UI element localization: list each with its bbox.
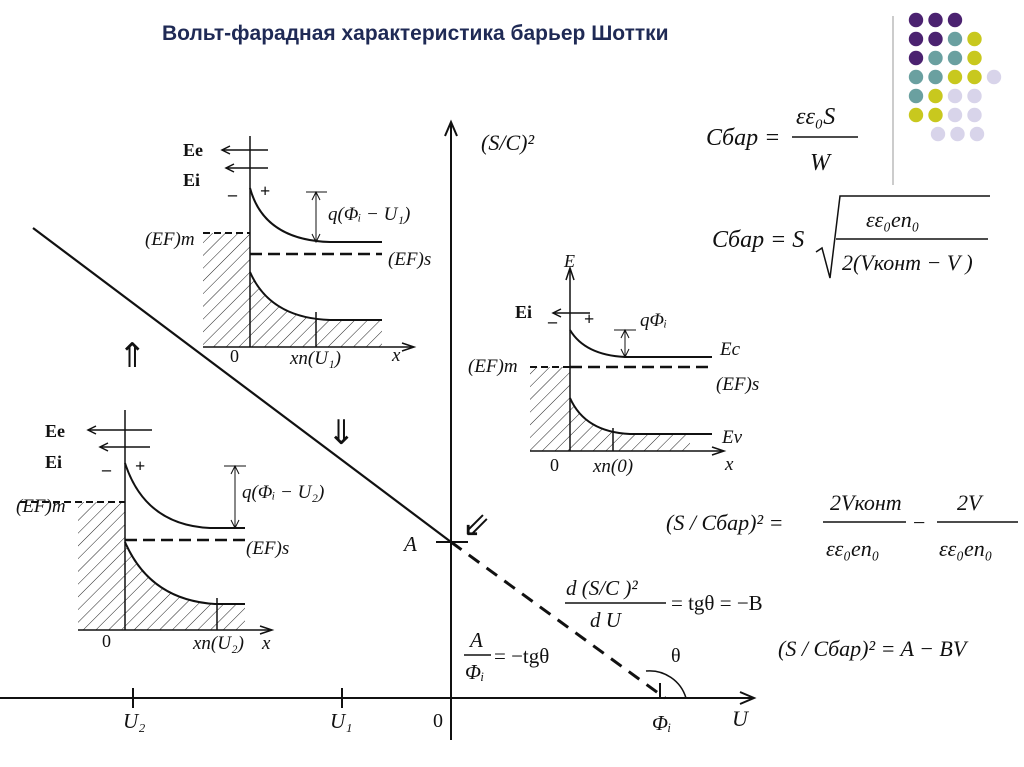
formula-3-denominator-1: εε₀en₀	[826, 536, 880, 561]
bottom-efs-label: (EF)s	[246, 538, 290, 559]
decorative-dot	[948, 108, 962, 122]
decorative-dot	[948, 13, 962, 27]
formula-3-minus: −	[913, 510, 926, 535]
down-hollow-arrow-icon: ⇓	[327, 415, 356, 452]
decorative-dot	[967, 32, 981, 46]
decorative-dot	[928, 13, 942, 27]
decorative-dot	[928, 32, 942, 46]
formula-4: (S / Cбар)² = A − BV	[778, 636, 967, 661]
top-ee-label: Ee	[183, 140, 203, 160]
formula-3-numerator-2: 2V	[957, 490, 982, 515]
u2-tick-label: U₂	[123, 709, 146, 733]
decorative-dot	[928, 89, 942, 103]
formula-c1-lhs: Cбар =	[706, 125, 781, 151]
bottom-barrier-label: q(Φᵢ − U₂)	[242, 482, 325, 503]
band-diagram-bottom	[20, 410, 272, 634]
top-minus-sign: –	[228, 184, 237, 204]
y-axis-label: (S/C)²	[481, 130, 535, 155]
top-plus-sign: +	[260, 181, 271, 201]
formula-c1-denominator: W	[810, 150, 830, 176]
bottom-plus-sign: +	[135, 456, 146, 476]
formula-c2-lhs: Cбар = S	[712, 227, 805, 253]
right-efm-label: (EF)m	[468, 356, 518, 377]
decorative-dot	[948, 51, 962, 65]
right-plus-sign: +	[584, 309, 595, 329]
decorative-dot	[967, 108, 981, 122]
bottom-minus-sign: –	[102, 459, 111, 479]
intercept-a-label: A	[404, 532, 417, 556]
decorative-dot	[970, 127, 984, 141]
decorative-dot	[928, 70, 942, 84]
decorative-dot	[987, 70, 1001, 84]
right-ei-label: Ei	[515, 302, 533, 322]
x-axis-label: U	[732, 706, 748, 731]
top-efs-label: (EF)s	[388, 249, 432, 270]
right-zero-label: 0	[550, 455, 559, 475]
bottom-efm-label: (EF)m	[16, 496, 66, 517]
decorative-dot	[909, 32, 923, 46]
decorative-dot	[909, 108, 923, 122]
top-ei-label: Ei	[183, 170, 201, 190]
bottom-ee-label: Ee	[45, 421, 65, 441]
slide-title: Вольт-фарадная характеристика барьер Шоттки	[162, 22, 669, 45]
theta-label: θ	[671, 645, 681, 667]
decorative-dot	[948, 70, 962, 84]
ratio-rhs: = −tgθ	[494, 644, 550, 668]
band-diagram-top	[203, 136, 414, 351]
right-ev-label: Ev	[722, 427, 743, 448]
ratio-denominator: Φᵢ	[465, 660, 485, 684]
formula-c1-numerator: εε₀S	[796, 104, 836, 130]
decorative-dot	[967, 70, 981, 84]
decorative-dot	[948, 89, 962, 103]
phi-tick-label: Φᵢ	[652, 711, 672, 735]
theta-arc	[646, 671, 686, 698]
right-xn-label: xn(0)	[593, 456, 634, 477]
decorative-dot	[950, 127, 964, 141]
decorative-dot	[909, 51, 923, 65]
decorative-dot	[967, 51, 981, 65]
decorative-dot	[967, 89, 981, 103]
formula-c2-denominator: 2(Vконт − V )	[842, 250, 973, 275]
origin-label: 0	[433, 710, 443, 732]
formula-3-lhs: (S / Cбар)² =	[666, 510, 784, 535]
u1-tick-label: U₁	[330, 709, 353, 733]
decorative-dot	[931, 127, 945, 141]
bottom-zero-label: 0	[102, 631, 111, 651]
up-hollow-arrow-icon: ⇑	[118, 338, 147, 375]
formula-3-numerator-1: 2Vконт	[830, 490, 902, 515]
decorative-dot	[909, 13, 923, 27]
derivative-rhs: = tgθ = −B	[671, 591, 763, 615]
right-minus-sign: –	[548, 311, 557, 331]
derivative-numerator: d (S/C )²	[566, 576, 638, 600]
diag-hollow-arrow-icon: ⇙	[462, 507, 491, 544]
right-energy-axis-label: E	[564, 251, 575, 271]
top-efm-label: (EF)m	[145, 229, 195, 250]
right-efs-label: (EF)s	[716, 374, 760, 395]
band-diagram-right	[530, 268, 724, 455]
formula-c2-numerator: εε₀en₀	[866, 207, 920, 232]
decorative-dot	[948, 32, 962, 46]
decorative-dot	[928, 108, 942, 122]
decorative-dot	[909, 89, 923, 103]
top-barrier-label: q(Φᵢ − U₁)	[328, 204, 411, 225]
top-zero-label: 0	[230, 346, 239, 366]
right-ec-label: Ec	[720, 339, 741, 360]
formula-3-denominator-2: εε₀en₀	[939, 536, 993, 561]
bottom-xn-label: xn(U₂)	[193, 633, 244, 654]
right-x-axis-label: x	[725, 454, 734, 475]
top-x-axis-label: x	[392, 345, 401, 366]
bottom-x-axis-label: x	[262, 633, 271, 654]
decorative-dot	[928, 51, 942, 65]
derivative-denominator: d U	[590, 608, 621, 632]
top-xn-label: xn(U₁)	[290, 348, 341, 369]
decorative-dot-grid	[909, 13, 1001, 141]
bottom-ei-label: Ei	[45, 452, 63, 472]
ratio-numerator: A	[470, 628, 483, 652]
decorative-dot	[909, 70, 923, 84]
right-barrier-label: qΦᵢ	[640, 310, 667, 331]
